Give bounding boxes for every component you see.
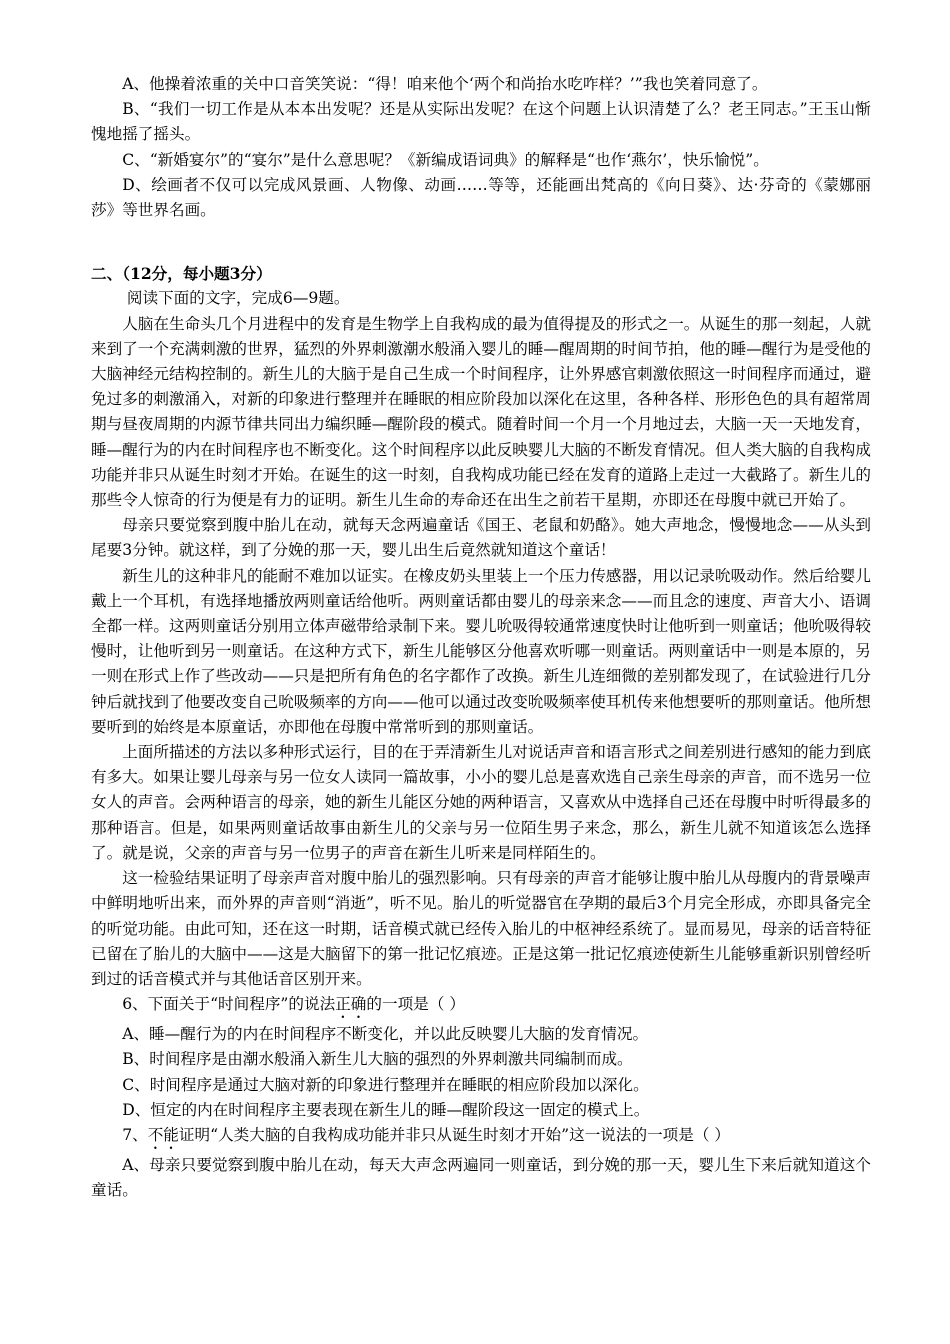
question-7-number: 7、 (122, 1125, 148, 1144)
question-7-stem (91, 1123, 871, 1153)
question-6-stem (91, 992, 871, 1022)
question-6 (91, 992, 871, 1123)
option-c: C、“新婚宴尔”的“宴尔”是什么意思呢？《新编成语词典》的解释是“也作‘燕尔’，快乐愉悦”。 (122, 150, 769, 169)
question-7-option-a: A、母亲只要觉察到腹中胎儿在动，每天大声念两遍同一则童话，到分娩的那一天，婴儿生下来后就知道这个童话。 (91, 1155, 871, 1200)
section-spacer (91, 223, 871, 261)
reading-passage (91, 312, 871, 992)
question-6-option-b: B、时间程序是由潮水般涌入新生儿大脑的强烈的外界刺激共同编制而成。 (122, 1050, 633, 1069)
exam-page (91, 72, 871, 1203)
previous-question-options (91, 72, 871, 223)
question-7-emphasis: 不能 (147, 1125, 179, 1144)
option-b: B、“我们一切工作是从本本出发呢？还是从实际出发呢？在这个问题上认识清楚了么？老王同志。”王玉山惭愧地摇了摇头。 (91, 100, 871, 144)
passage-paragraph: 这一检验结果证明了母亲声音对腹中胎儿的强烈影响。只有母亲的声音才能够让腹中胎儿从母腹内的背景噪声中鲜明地听出来，而外界的声音则“消逝”，听不见。胎儿的听觉器官在孕期的最后3个月完全形成，亦即具备完全的听觉功能。由此可知，还在这一时期，话音模式就已经传入胎儿的中枢神经系统了。显而易见，母亲的话音特征已留在了胎儿的大脑中——这是大脑留下的第一批记忆痕迹。正是这第一批记忆痕迹使新生儿能够重新识别曾经听到过的话音模式并与其他话音区别开来。 (91, 869, 871, 988)
section-heading: 二、（12分，每小题3分） (91, 264, 272, 284)
question-6-emphasis: 正确 (335, 995, 367, 1014)
passage-paragraph: 上面所描述的方法以多种形式运行，目的在于弄清新生儿对说话声音和语言形式之间差别进行感知的能力到底有多大。如果让婴儿母亲与另一位女人读同一篇故事，小小的婴儿总是喜欢选自己亲生母亲的声音，而不选另一位女人的声音。会两种语言的母亲，她的新生儿能区分她的两种语言，又喜欢从中选择自己还在母腹中时听得最多的那种语言。但是，如果两则童话故事由新生儿的父亲与另一位陌生男子来念，那么，新生儿就不知道该怎么选择了。就是说，父亲的声音与另一位男子的声音在新生儿听来是同样陌生的。 (91, 743, 871, 862)
question-6-stem-end: 的一项是（ ） (366, 995, 465, 1014)
question-6-stem-start: 6、下面关于“时间程序”的说法 (122, 995, 336, 1014)
option-d: D、绘画者不仅可以完成风景画、人物像、动画……等等，还能画出梵高的《向日葵》、达·芬奇的《蒙娜丽莎》等世界名画。 (91, 175, 871, 220)
passage-paragraph: 新生儿的这种非凡的能耐不难加以证实。在橡皮奶头里装上一个压力传感器，用以记录吮吸动作。然后给婴儿戴上一个耳机，有选择地播放两则童话给他听。两则童话都由婴儿的母亲来念——而且念的速度、声音大小、语调全都一样。这两则童话分别用立体声磁带给录制下来。婴儿吮吸得较通常速度快时让他听到一则童话；他吮吸得较慢时，让他听到另一则童话。在这种方式下，新生儿能够区分他喜欢听哪一则童话。两则童话中一则是本原的，另一则在形式上作了些改动——只是把所有角色的名字都作了改换。新生儿连细微的差别都发现了，在试验进行几分钟后就找到了他要改变自己吮吸频率的方向——他可以通过改变吮吸频率使耳机传来他想要听的那则童话。他所想要听到的始终是本原童话，亦即他在母腹中常常听到的那则童话。 (91, 566, 871, 736)
question-6-option-a: A、睡—醒行为的内在时间程序不断变化，并以此反映婴儿大脑的发育情况。 (122, 1025, 649, 1044)
passage-paragraph: 人脑在生命头几个月进程中的发育是生物学上自我构成的最为值得提及的形式之一。从诞生的那一刻起，人就来到了一个充满刺激的世界，猛烈的外界刺激潮水般涌入婴儿的睡—醒周期的时间节拍，他的睡—醒行为是受他的大脑神经元结构控制的。新生儿的大脑于是自己生成一个时间程序，让外界感官刺激依照这一时间程序而通过，避免过多的刺激涌入，对新的印象进行整理并在睡眠的相应阶段加以深化在这里，各种各样、形形色色的具有超常周期与昼夜周期的内源节律共同出力编织睡—醒阶段的模式。随着时间一个月一个月地过去，大脑一天一天地发育，睡—醒行为的内在时间程序也不断变化。这个时间程序以此反映婴儿大脑的不断发育情况。但人类大脑的自我构成功能并非只从诞生时刻才开始。在诞生的这一时刻，自我构成功能已经在发育的道路上走过一大截路了。新生儿的那些令人惊奇的行为便是有力的证明。新生儿生命的寿命还在出生之前若干星期，亦即还在母腹中就已开始了。 (91, 314, 871, 510)
question-7-stem-end: 证明“人类大脑的自我构成功能并非只从诞生时刻才开始”这一说法的一项是（ ） (178, 1125, 730, 1144)
passage-paragraph: 母亲只要觉察到腹中胎儿在动，就每天念两遍童话《国王、老鼠和奶酪》。她大声地念，慢慢地念——从头到尾要3分钟。就这样，到了分娩的那一天，婴儿出生后竟然就知道这个童话！ (91, 516, 871, 560)
option-a: A、他操着浓重的关中口音笑笑说：“得！咱来他个‘两个和尚抬水吃咋样？’”我也笑着同意了。 (122, 75, 768, 93)
question-7 (91, 1123, 871, 1203)
question-6-option-c: C、时间程序是通过大脑对新的印象进行整理并在睡眠的相应阶段加以深化。 (122, 1075, 649, 1094)
question-6-option-d: D、恒定的内在时间程序主要表现在新生儿的睡—醒阶段这一固定的模式上。 (122, 1100, 650, 1119)
section-instruction: 阅读下面的文字，完成6—9题。 (126, 289, 350, 308)
